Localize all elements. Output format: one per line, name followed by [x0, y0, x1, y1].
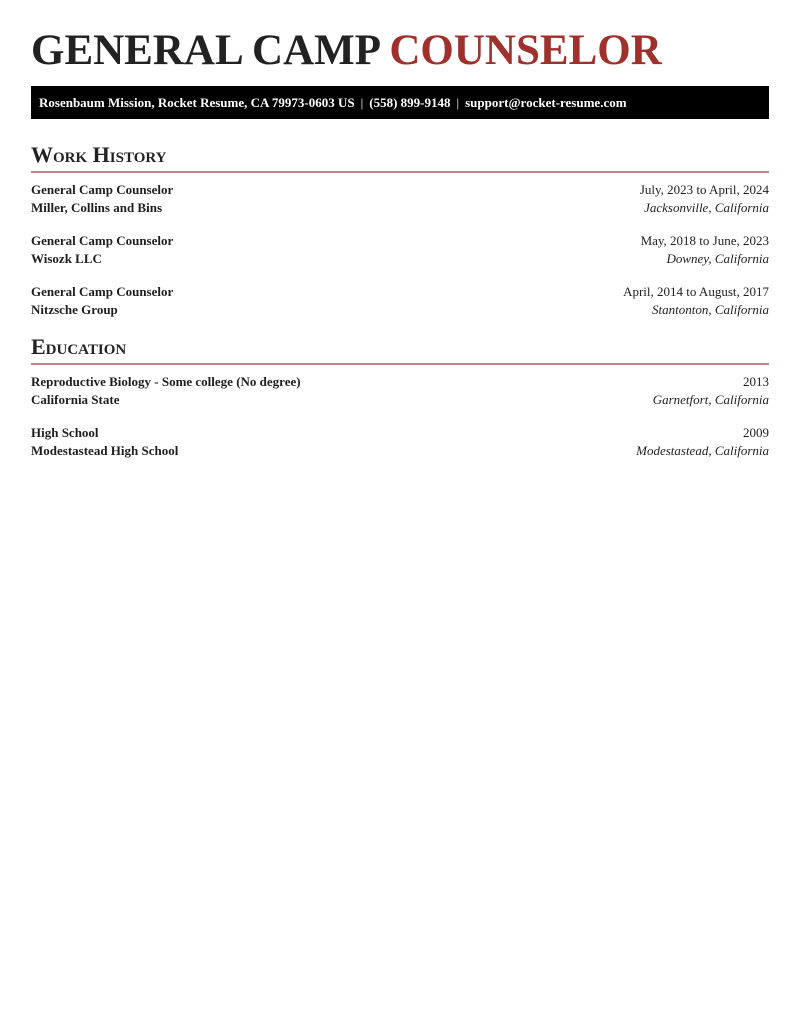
education-entry [31, 373, 769, 409]
contact-email: support@rocket-resume.com [465, 95, 627, 110]
degree: High School [31, 425, 99, 440]
section-divider [31, 363, 769, 365]
resume-title [31, 0, 769, 75]
contact-separator: | [456, 95, 460, 110]
education-entry [31, 424, 769, 460]
job-location: Downey, California [666, 251, 769, 266]
school-name: Modestastead High School [31, 443, 179, 458]
graduation-year: 2013 [743, 374, 769, 389]
title-accent: COUNSELOR [389, 27, 662, 74]
contact-address: Rosenbaum Mission, Rocket Resume, CA 79973-0603 US [39, 95, 355, 110]
school-location: Garnetfort, California [652, 392, 769, 407]
section-divider [31, 171, 769, 173]
contact-phone: (558) 899-9148 [369, 95, 451, 110]
company-name: Miller, Collins and Bins [31, 200, 162, 215]
contact-bar [31, 86, 769, 119]
company-name: Wisozk LLC [31, 251, 102, 266]
job-title: General Camp Counselor [31, 284, 174, 299]
contact-separator: | [360, 95, 364, 110]
job-dates: May, 2018 to June, 2023 [640, 233, 769, 248]
job-dates: July, 2023 to April, 2024 [639, 182, 769, 197]
job-location: Jacksonville, California [644, 200, 769, 215]
school-location: Modestastead, California [636, 443, 769, 458]
job-location: Stantonton, California [651, 302, 769, 317]
resume-page [31, 0, 769, 475]
job-dates: April, 2014 to August, 2017 [623, 284, 769, 299]
graduation-year: 2009 [743, 425, 769, 440]
degree: Reproductive Biology - Some college (No degree) [31, 374, 301, 389]
company-name: Nitzsche Group [31, 302, 118, 317]
school-name: California State [31, 392, 120, 407]
work-history-heading: Work History [31, 142, 167, 167]
work-entry [31, 283, 769, 319]
job-title: General Camp Counselor [31, 182, 174, 197]
title-main: GENERAL CAMP [31, 27, 379, 74]
work-entry [31, 232, 769, 268]
education-heading: Education [31, 334, 127, 359]
job-title: General Camp Counselor [31, 233, 174, 248]
work-entry [31, 181, 769, 217]
